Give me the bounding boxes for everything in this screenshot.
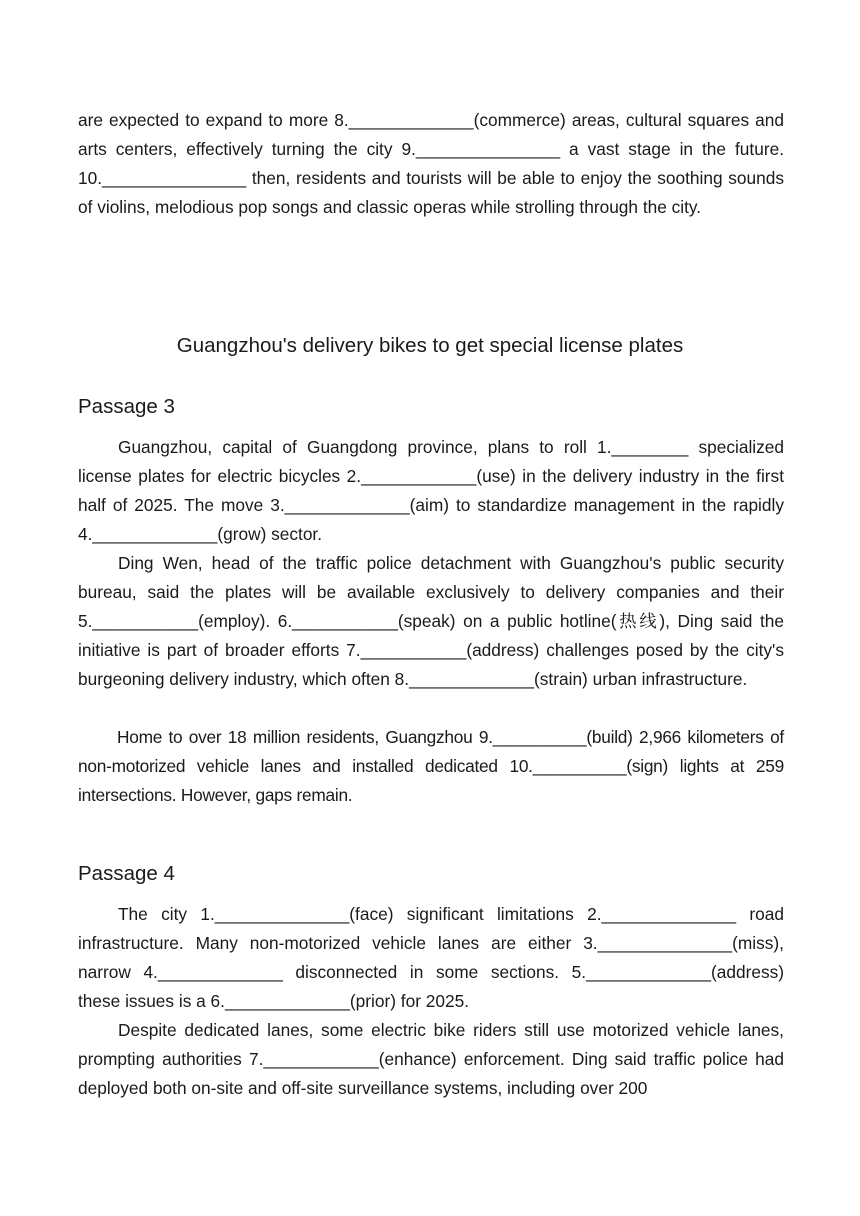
intro-paragraph: are expected to expand to more 8._____________(commerce) areas, cultural squares and arts centers, effectively turning the city 9._______________ a vast stage in the future. 10._______________ then, residents and tourists will be able to enjoy the soothing sounds of violins, melodious pop songs and classic operas while strolling through the city. <box>78 110 784 217</box>
passage-4-heading: Passage 4 <box>78 862 175 885</box>
passage-3-paragraph-2: Ding Wen, head of the traffic police detachment with Guangzhou's public security bureau, said the plates will be available exclusively to delivery companies and their 5.___________(employ). 6.___________(speak) on a public hotline(热线), Ding said the initiative is part of broader efforts 7.___________(address) challenges posed by the city's burgeoning delivery industry, which often 8._____________(strain) urban infrastructure. <box>78 553 784 689</box>
article-title: Guangzhou's delivery bikes to get special license plates <box>176 334 684 357</box>
passage-3-paragraph-1: Guangzhou, capital of Guangdong province, plans to roll 1.________ specialized license plates for electric bicycles 2.____________(use) in the delivery industry in the first half of 2025. The move 3._____________(aim) to standardize management in the rapidly 4._____________(grow) sector. <box>78 437 784 544</box>
passage-3-heading: Passage 3 <box>78 395 175 418</box>
passage-4-paragraph-1: The city 1.______________(face) significant limitations 2.______________ road infrastructure. Many non-motorized vehicle lanes are either 3.______________(miss), narrow 4._____________ disconnected in some sections. 5._____________(address) these issues is a 6._____________(prior) for 2025. <box>78 904 784 1011</box>
passage-4-paragraph-2: Despite dedicated lanes, some electric bike riders still use motorized vehicle lanes, prompting authorities 7.____________(enhance) enforcement. Ding said traffic police had deployed both on-site and off-site surveillance systems, including over 200 <box>78 1020 784 1098</box>
passage-3-paragraph-3: Home to over 18 million residents, Guangzhou 9.__________(build) 2,966 kilometers of non-motorized vehicle lanes and installed dedicated 10.__________(sign) lights at 259 intersections. However, gaps remain. <box>78 727 784 805</box>
